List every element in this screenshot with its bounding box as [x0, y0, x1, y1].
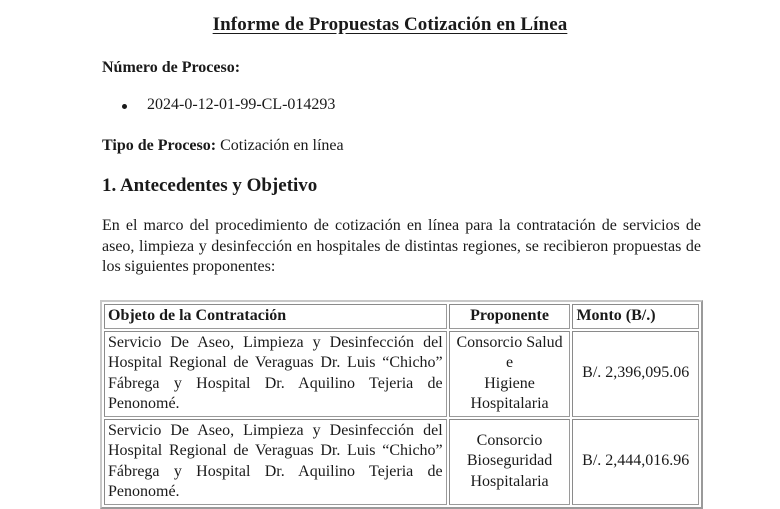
proponente-line: Consorcio: [476, 431, 543, 449]
proponente-line: Hospitalaria: [470, 472, 549, 490]
cell-proponente: [449, 419, 571, 505]
numero-proceso-label: [102, 59, 240, 77]
proponente-line: Higiene: [484, 374, 535, 392]
table-row: [104, 331, 699, 417]
table-row: [104, 419, 699, 505]
tipo-proceso-line: [102, 137, 344, 155]
tipo-proceso-value: Cotización en línea: [220, 137, 344, 154]
cell-monto: B/. 2,396,095.06: [572, 331, 699, 417]
cell-monto: B/. 2,444,016.96: [572, 419, 699, 505]
document-title: Informe de Propuestas Cotización en Línea: [212, 14, 568, 35]
proponente-line: Bioseguridad: [466, 452, 553, 470]
objeto-line: Hospital Regional de Veraguas Dr. Luis “Chicho”: [108, 442, 443, 459]
cell-objeto: [104, 331, 447, 417]
numero-proceso-label-text: Número de Proceso:: [102, 59, 241, 76]
proposals-table: [100, 300, 703, 509]
cell-objeto: [104, 419, 447, 505]
objeto-line: Servicio De Aseo, Limpieza y Desinfección del: [108, 421, 443, 439]
numero-proceso-value: 2024-0-12-01-99-CL-014293: [147, 96, 336, 113]
table-header-row: [104, 304, 699, 329]
cell-proponente: [449, 331, 571, 417]
header-objeto: Objeto de la Contratación: [104, 304, 447, 329]
objeto-line: Servicio De Aseo, Limpieza y Desinfección del: [108, 333, 443, 351]
bullet-icon: [122, 104, 127, 109]
section-paragraph: En el marco del procedimiento de cotización en línea para la contratación de servicios de aseo, limpieza y desinfección en hospitales de distintas regiones, se recibieron propuestas de los siguientes proponentes:: [102, 217, 701, 275]
header-proponente: Proponente: [449, 304, 571, 329]
section-heading-antecedentes: 1. Antecedentes y Objetivo: [102, 175, 318, 196]
objeto-line: Fábrega y Hospital Dr. Aquilino Tejeria de Penonomé.: [108, 462, 443, 500]
tipo-proceso-label: Tipo de Proceso:: [102, 137, 217, 154]
numero-proceso-item: [122, 96, 335, 114]
header-monto: Monto (B/.): [572, 304, 699, 329]
proponente-line: Consorcio Salud e: [456, 333, 563, 371]
proponente-line: Hospitalaria: [470, 395, 549, 412]
objeto-line: Hospital Regional de Veraguas Dr. Luis “Chicho”: [108, 354, 443, 371]
objeto-line: Fábrega y Hospital Dr. Aquilino Tejeria de Penonomé.: [108, 374, 443, 412]
